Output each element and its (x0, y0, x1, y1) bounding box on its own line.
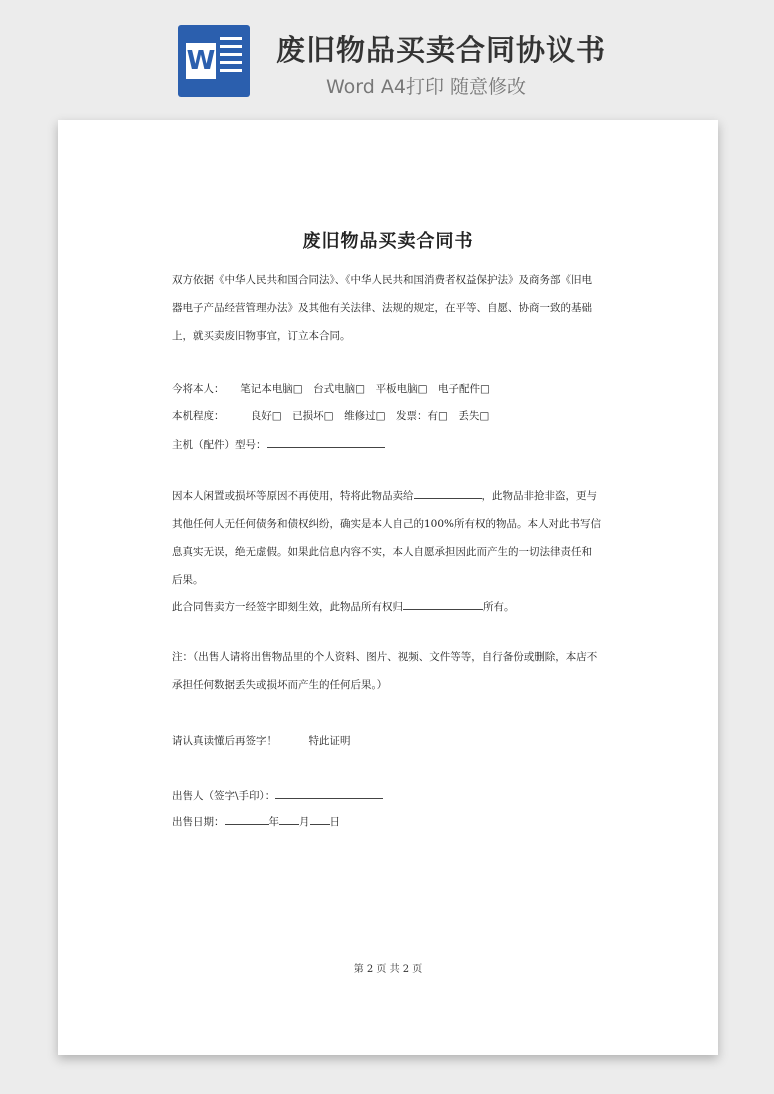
day-label: 日 (329, 816, 340, 828)
page-footer: 第 2 页 共 2 页 (353, 964, 423, 975)
month-blank-field[interactable] (279, 812, 299, 825)
intro-paragraph: 双方依据《中华人民共和国合同法》、《中华人民共和国消费者权益保护法》及商务部《旧电器电子产品经营管理办法》及其他有关法律、法规的规定，在平等、自愿、协商一致的基础上，就买卖废旧物事宜，订立本合同。 (172, 274, 592, 342)
year-blank-field[interactable] (225, 812, 269, 825)
model-label: 主机（配件）型号： (172, 439, 267, 451)
sale-paragraph (172, 482, 602, 594)
banner-subtitle: Word A4打印 随意修改 (326, 76, 527, 98)
condition-checkbox-line: 本机程度： 良好□ 已损坏□ 维修过□ 发票：有□ 丢失□ (172, 410, 490, 422)
effect-line (172, 597, 515, 614)
header-banner (0, 0, 774, 110)
seller-blank-field[interactable] (275, 786, 383, 799)
effect-text-1: 此合同售卖方一经签字即刻生效，此物品所有权归 (172, 601, 403, 613)
seller-label: 出售人（签字\手印）： (172, 790, 276, 802)
owner-blank-field[interactable] (403, 597, 483, 610)
item-checkbox-line: 今将本人： 笔记本电脑□ 台式电脑□ 平板电脑□ 电子配件□ (172, 383, 490, 395)
sale-text-2: ，此物品非抢非盗，更与其他任何人无任何债务和债权纠纷，确实是本人自己的100%所有权的物品。本人对此书写信息真实无误，绝无虚假。如果此信息内容不实，本人自愿承担因此而产生的一切法律责任和后果。 (172, 490, 602, 586)
read-line: 请认真读懂后再签字！ 特此证明 (172, 735, 351, 747)
month-label: 月 (299, 816, 310, 828)
logo-letter: W (186, 43, 216, 79)
buyer-blank-field[interactable] (414, 486, 482, 499)
sale-text-1: 因本人闲置或损坏等原因不再使用，特将此物品卖给 (172, 490, 414, 502)
document-lines-icon (220, 37, 242, 77)
banner-title: 废旧物品买卖合同协议书 (276, 33, 607, 67)
model-line (172, 435, 385, 452)
seller-line (172, 786, 383, 803)
word-logo-icon (178, 25, 250, 97)
effect-text-2: 所有。 (483, 601, 515, 613)
model-blank-field[interactable] (267, 435, 385, 448)
document-page (58, 120, 718, 1055)
watermark (86, 428, 167, 509)
note-paragraph: 注：（出售人请将出售物品里的个人资料、图片、视频、文件等等，自行备份或删除，本店不承担任何数据丢失或损坏而产生的任何后果。） (172, 651, 598, 691)
document-title: 废旧物品买卖合同书 (302, 231, 474, 252)
date-line (172, 812, 340, 829)
day-blank-field[interactable] (310, 812, 330, 825)
year-label: 年 (268, 816, 279, 828)
date-label: 出售日期： (172, 816, 225, 828)
